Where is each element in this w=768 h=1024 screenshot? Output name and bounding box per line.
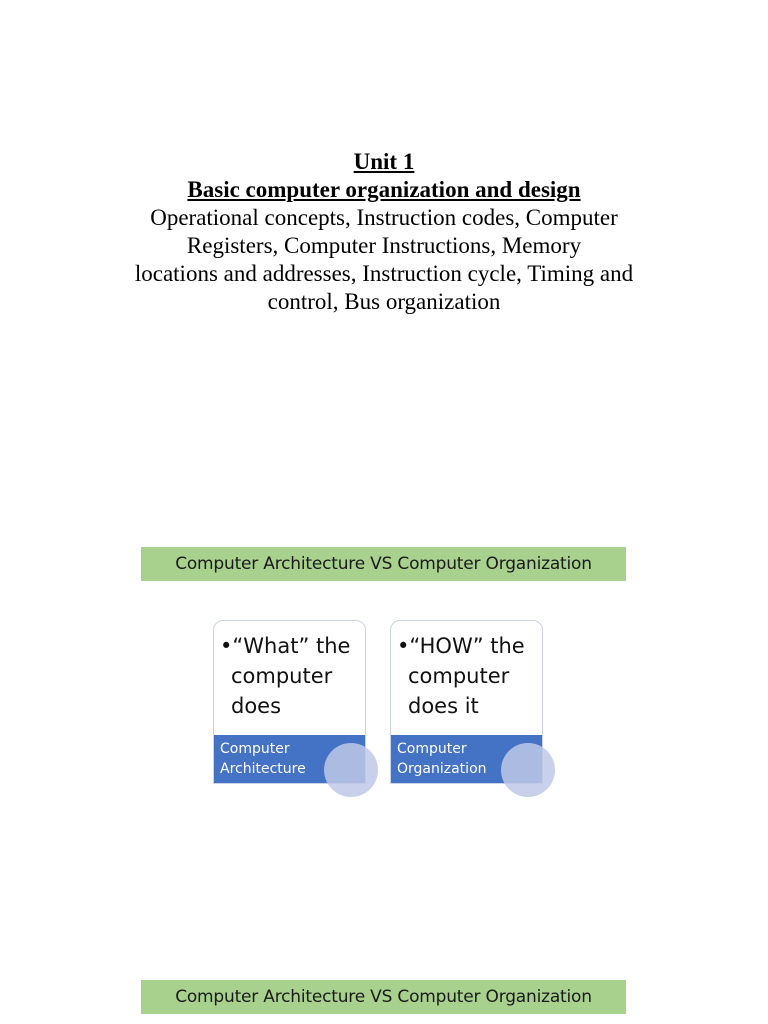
- architecture-card-text: [220, 631, 361, 721]
- card-line: •“HOW” the: [397, 634, 525, 658]
- footer-line: Architecture: [220, 761, 306, 777]
- slide-banner-2: Computer Architecture VS Computer Organization: [141, 980, 626, 1014]
- footer-line: Computer: [220, 741, 290, 757]
- unit-title: Unit 1: [353, 149, 415, 174]
- topics-line-1: Operational concepts, Instruction codes, Computer: [150, 205, 618, 230]
- footer-line: Computer: [397, 741, 467, 757]
- footer-line: Organization: [397, 761, 487, 777]
- slide-banner: Computer Architecture VS Computer Organization: [141, 547, 626, 581]
- decorative-circle: [324, 743, 378, 797]
- topics-line-3: locations and addresses, Instruction cycle, Timing and: [134, 261, 634, 286]
- card-line: computer: [231, 664, 333, 688]
- card-line: computer: [408, 664, 510, 688]
- card-line: does it: [408, 694, 479, 718]
- document-heading: [0, 148, 768, 316]
- organization-card-text: [397, 631, 538, 721]
- topics-line-2: Registers, Computer Instructions, Memory: [186, 233, 582, 258]
- decorative-circle: [501, 743, 555, 797]
- topics-line-4: control, Bus organization: [267, 289, 501, 314]
- unit-subtitle: Basic computer organization and design: [187, 177, 581, 202]
- card-line: does: [231, 694, 282, 718]
- card-line: •“What” the: [220, 634, 351, 658]
